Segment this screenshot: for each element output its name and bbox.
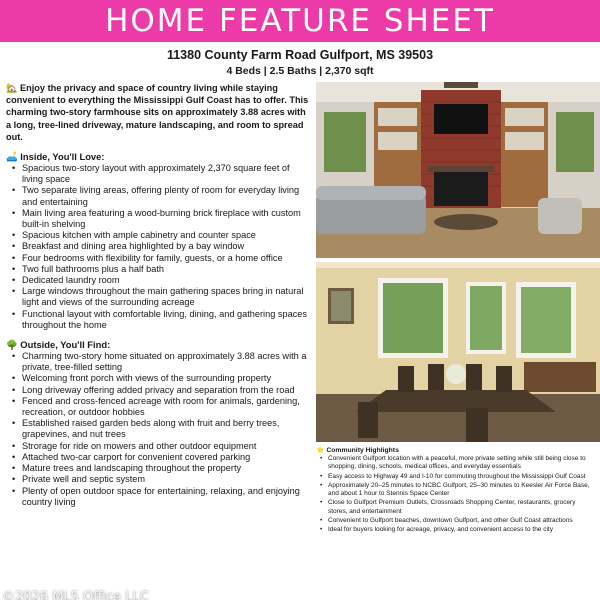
- list-item: • Easy access to Highway 49 and I-10 for commuting throughout the Mississippi Gulf Coast: [320, 473, 596, 481]
- list-item: • Two full bathrooms plus a half bath: [12, 264, 312, 275]
- list-item: • Functional layout with comfortable living, dining, and gathering spaces throughout the home: [12, 309, 312, 331]
- dining-room-illustration: [316, 262, 600, 442]
- list-item: • Fenced and cross-fenced acreage with room for animals, gardening, recreation, or outdoor hobbies: [12, 396, 312, 418]
- inside-heading: [6, 151, 312, 163]
- dining-room-photo: [316, 262, 600, 442]
- list-item: • Two separate living areas, offering plenty of room for everyday living and entertaining: [12, 185, 312, 207]
- intro-text: Enjoy the privacy and space of country living while staying convenient to everything the Mississippi Gulf Coast has to offer. This charming two-story farmhouse sits on approximately 3.88 acres with a long, tree-lined driveway, mature landscaping, and room to spread out.: [6, 83, 309, 142]
- list-item: • Dedicated laundry room: [12, 275, 312, 286]
- list-item: • Close to Gulfport Premium Outlets, Crossroads Shopping Center, restaurants, grocery stores, and entertainment: [320, 499, 596, 516]
- list-item: • Charming two-story home situated on approximately 3.88 acres with a private, tree-filled setting: [12, 351, 312, 373]
- list-item: • Breakfast and dining area highlighted by a bay window: [12, 241, 312, 252]
- description-column: [6, 82, 312, 508]
- house-icon: 🏡: [6, 83, 18, 93]
- list-item: • Attached two-car carport for convenient covered parking: [12, 452, 312, 463]
- intro-paragraph: [6, 82, 312, 143]
- couch-icon: 🛋️: [6, 151, 18, 163]
- outside-heading: [6, 339, 312, 351]
- list-item: • Four bedrooms with flexibility for family, guests, or a home office: [12, 253, 312, 264]
- outside-features-list: [12, 351, 312, 508]
- community-list: [320, 455, 596, 535]
- living-room-photo: [316, 82, 600, 258]
- list-item: • Plenty of open outdoor space for entertaining, relaxing, and enjoying country living: [12, 486, 312, 508]
- list-item: • Spacious two-story layout with approximately 2,370 square feet of living space: [12, 163, 312, 185]
- list-item: • Approximately 20–25 minutes to NCBC Gulfport, 25–30 minutes to Keesler Air Force Base, and about 1 hour to Stennis Space Center: [320, 482, 596, 499]
- list-item: • Private well and septic system: [12, 474, 312, 485]
- living-room-illustration: [316, 82, 600, 258]
- list-item: • Convenient to Gulfport beaches, downtown Gulfport, and other Gulf Coast attractions: [320, 517, 596, 525]
- star-icon: ⭐: [316, 447, 325, 454]
- list-item: • Ideal for buyers looking for acreage, privacy, and convenient access to the city: [320, 526, 596, 534]
- page-title: HOME FEATURE SHEET: [105, 3, 495, 39]
- outside-heading-label: Outside, You'll Find:: [20, 339, 111, 351]
- header-banner: [0, 0, 600, 42]
- list-item: • Welcoming front porch with views of the surrounding property: [12, 373, 312, 384]
- copyright-watermark: ©2026 MLS Office LLC: [2, 590, 149, 600]
- community-heading-label: Community Highlights: [326, 447, 399, 454]
- list-item: • Strorage for ride on mowers and other outdoor equipment: [12, 441, 312, 452]
- list-item: • Spacious kitchen with ample cabinetry and counter space: [12, 230, 312, 241]
- inside-features-list: [12, 163, 312, 331]
- tree-icon: 🌳: [6, 339, 18, 351]
- list-item: • Established raised garden beds along with fruit and berry trees, grapevines, and nut trees: [12, 418, 312, 440]
- community-heading: [316, 446, 596, 455]
- property-specs: 4 Beds | 2.5 Baths | 2,370 sqft: [226, 65, 374, 77]
- list-item: • Main living area featuring a wood-burning brick fireplace with custom built-in shelving: [12, 208, 312, 230]
- list-item: • Mature trees and landscaping throughout the property: [12, 463, 312, 474]
- inside-heading-label: Inside, You'll Love:: [20, 151, 105, 163]
- list-item: • Large windows throughout the main gathering spaces bring in natural light and views of the surrounding acreage: [12, 286, 312, 308]
- list-item: • Convenient Gulfport location with a peaceful, more private setting while still being close to shopping, dining, schools, medical offices, and everyday essentials: [320, 455, 596, 472]
- list-item: • Long driveway offering added privacy and separation from the road: [12, 385, 312, 396]
- property-address: 11380 County Farm Road Gulfport, MS 39503: [166, 48, 434, 62]
- community-section: [316, 446, 596, 536]
